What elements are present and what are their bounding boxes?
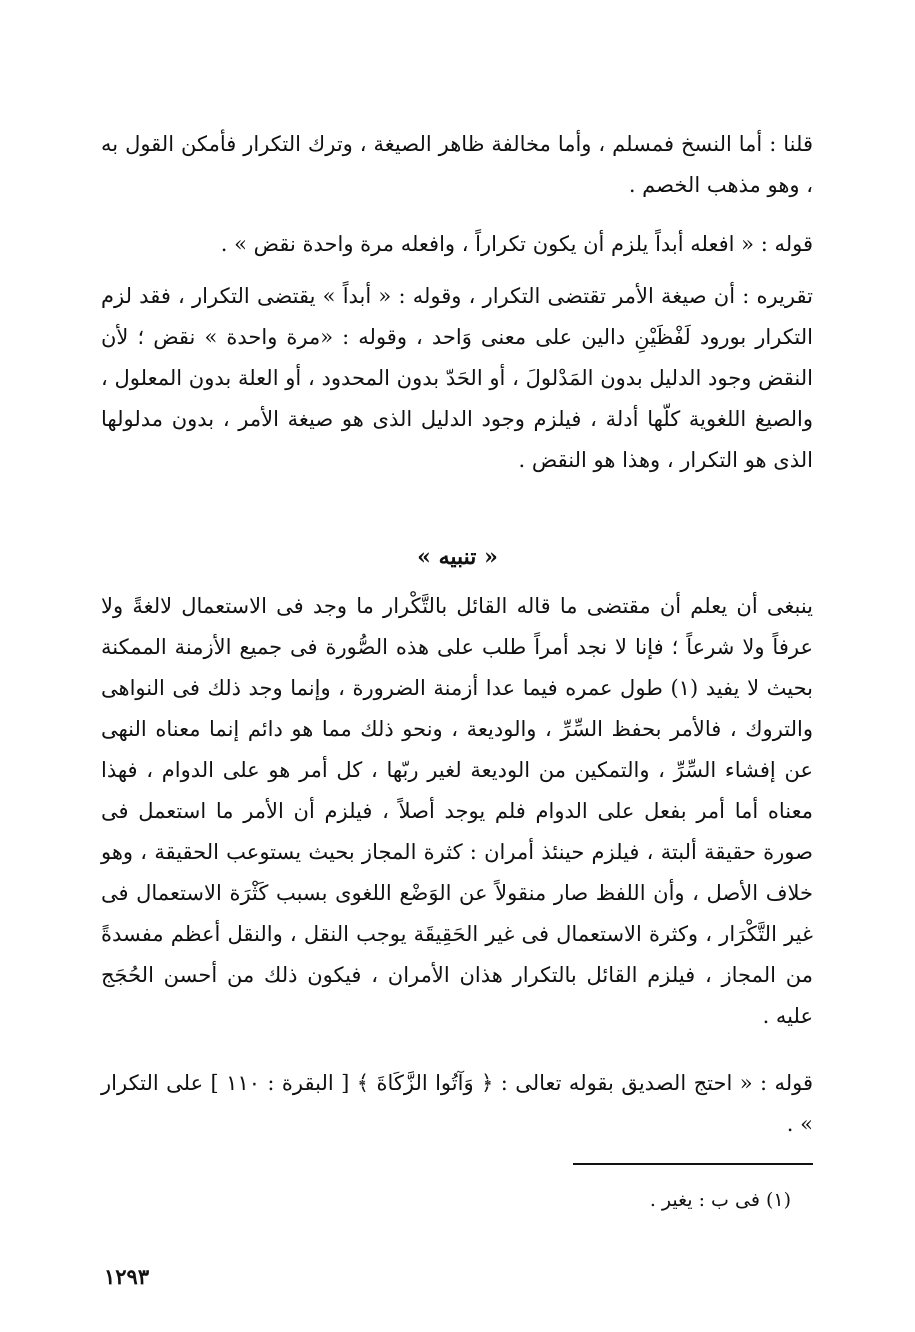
footnote: (١) فى ب : يغير . bbox=[649, 1189, 791, 1211]
paragraph-quote-verse bbox=[101, 1063, 813, 1145]
paragraph-text: قوله : « احتج الصديق بقوله تعالى : ﴿ وَآتُوا الزَّكَاةَ ﴾ [ البقرة : ١١٠ ] على التكرار » . bbox=[101, 1071, 813, 1136]
section-heading: « تنبيه » bbox=[417, 544, 498, 570]
paragraph-text: قلنا : أما النسخ فمسلم ، وأما مخالفة ظاهر الصيغة ، وترك التكرار فأمكن القول به ، وهو مذهب الخصم . bbox=[101, 132, 813, 197]
paragraph-notice bbox=[101, 586, 813, 1037]
footnote-separator bbox=[573, 1163, 813, 1165]
paragraph-explanation bbox=[101, 276, 813, 481]
paragraph-text: قوله : « افعله أبداً يلزم أن يكون تكراراً ، وافعله مرة واحدة نقض » . bbox=[220, 232, 813, 256]
paragraph-quote bbox=[101, 224, 813, 265]
paragraph-reply bbox=[101, 124, 813, 206]
paragraph-text: ينبغى أن يعلم أن مقتضى ما قاله القائل بالتَّكْرار ما وجد فى الاستعمال لالغةً ولا عرفاً ولا شرعاً ؛ فإنا لا نجد أمراً طلب على هذه الصُّورة فى جميع الأزمنة الممكنة بحيث لا يفيد (١) طول عمره فيما عدا أزمنة الضرورة ، وإنما وجد ذلك فى النواهى والتروك ، فالأمر بحفظ السِّرِّ ، والوديعة ، ونحو ذلك مما هو دائم إنما معناه النهى عن إفشاء السِّرِّ ، والتمكين من الوديعة لغير ربّها ، كل أمر هو على الدوام ، فهذا معناه أما أمر بفعل على الدوام فلم يوجد أصلاً ، فيلزم أن الأمر ما استعمل فى صورة حقيقة ألبتة ، فيلزم حينئذ أمران : كثرة المجاز بحيث يستوعب الحقيقة ، وهو خلاف الأصل ، وأن اللفظ صار منقولاً عن الوَضْع اللغوى بسبب كَثْرَة الاستعمال فى غير التَّكْرَار ، وكثرة الاستعمال فى غير الحَقِيقَة يوجب النقل ، والنقل أعظم مفسدةً من المجاز ، فيلزم القائل بالتكرار هذان الأمران ، فيكون ذلك من أحسن الحُجَج عليه . bbox=[101, 594, 813, 1028]
paragraph-text: تقريره : أن صيغة الأمر تقتضى التكرار ، وقوله : « أبداً » يقتضى التكرار ، فقد لزم التكرار بورود لَفْظَيْنِ دالين على معنى وَاحد ، وقوله : «مرة واحدة » نقض ؛ لأن النقض وجود الدليل بدون المَدْلولَ ، أو الحَدّ بدون المحدود ، أو العلة بدون المعلول ، والصيغ اللغوية كلّها أدلة ، فيلزم وجود الدليل الذى هو صيغة الأمر ، بدون مدلولها الذى هو التكرار ، وهذا هو النقض . bbox=[101, 284, 813, 472]
page-number: ١٢٩٣ bbox=[104, 1264, 150, 1289]
